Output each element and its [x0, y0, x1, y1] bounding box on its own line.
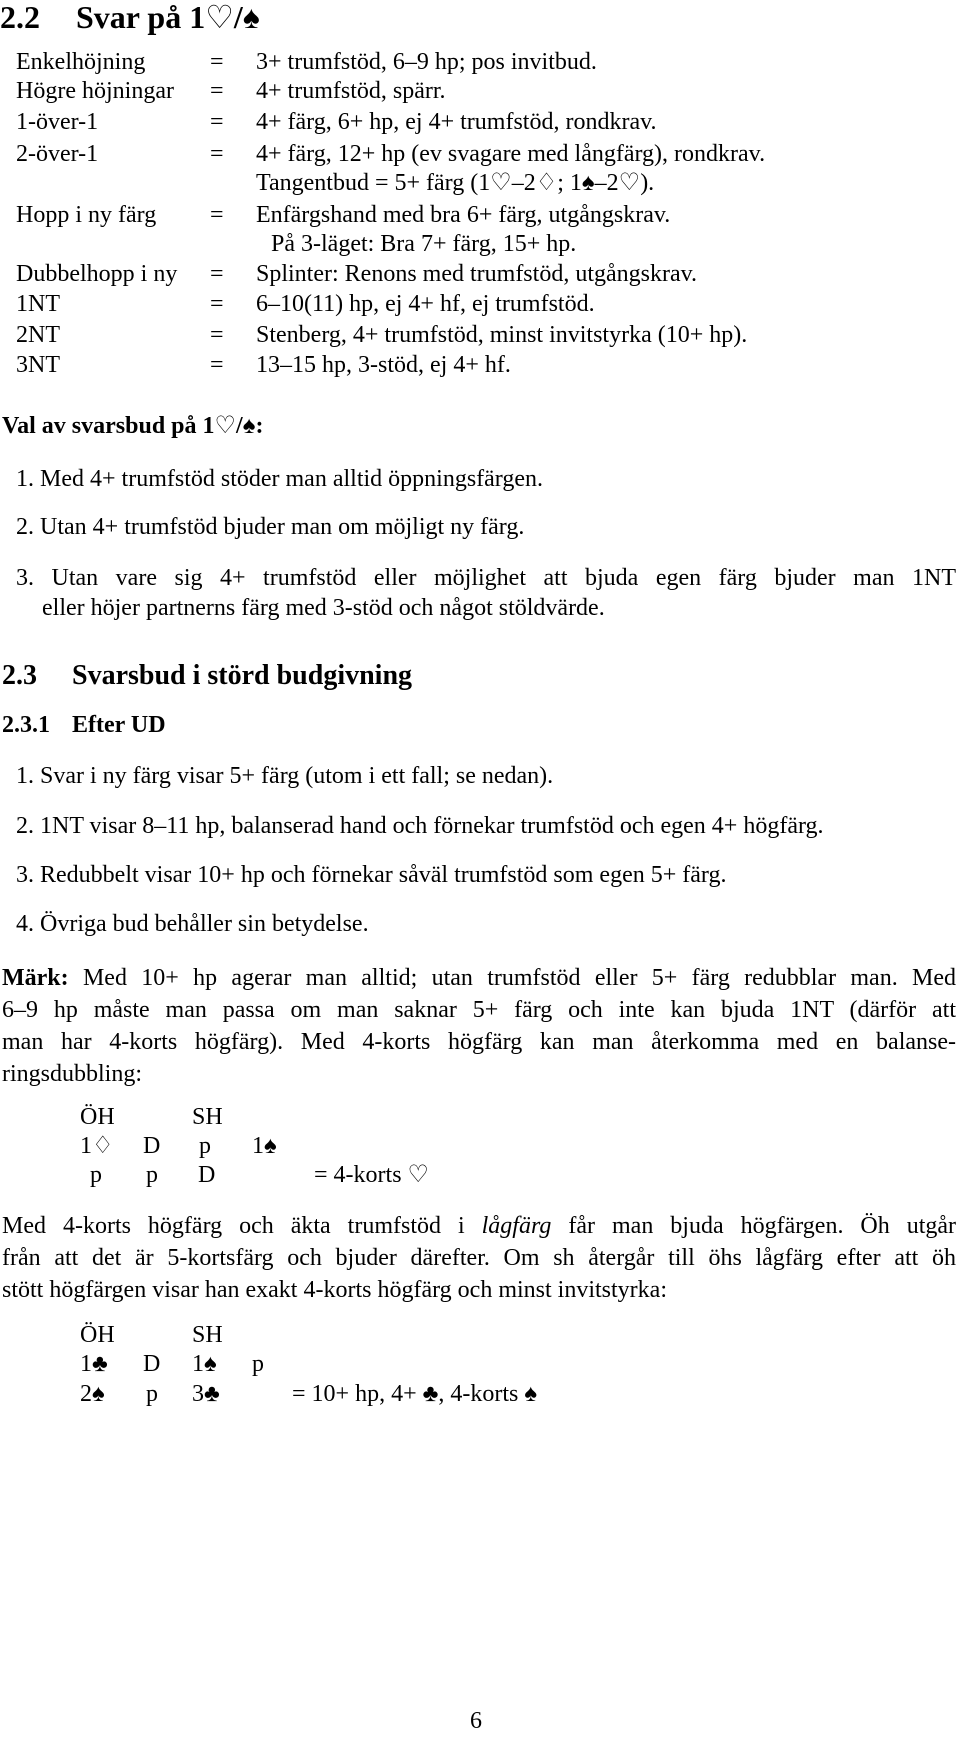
list-item-continuation: eller höjer partnerns färg med 3-stöd och något stöldvärde. — [42, 595, 605, 621]
list-item: 4. Övriga bud behåller sin betydelse. — [16, 911, 369, 937]
auction-result: = 10+ hp, 4+ ♣, 4-korts ♠ — [292, 1381, 538, 1407]
bid-equals: = — [210, 352, 224, 378]
list-item: 3. Redubbelt visar 10+ hp och förnekar såväl trumfstöd som egen 5+ färg. — [16, 862, 727, 888]
bid-name: 2NT — [16, 322, 60, 348]
bid-name: Hopp i ny färg — [16, 202, 157, 228]
bid-description: Splinter: Renons med trumfstöd, utgångskrav. — [256, 261, 698, 287]
note-line — [2, 963, 956, 993]
list-item: 3. Utan vare sig 4+ trumfstöd eller möjlighet att bjuda egen färg bjuder man 1NT — [16, 565, 956, 591]
text-run: får man bjuda högfärgen. Öh utgår — [568, 1213, 957, 1239]
bid-equals: = — [210, 291, 224, 317]
auction-call: p — [90, 1162, 102, 1188]
paragraph-line — [2, 1211, 956, 1241]
bid-equals: = — [210, 322, 224, 348]
bid-description: 3+ trumfstöd, 6–9 hp; pos invitbud. — [256, 49, 597, 75]
note-line: 6–9 hp måste man passa om man saknar 5+ färg och inte kan bjuda 1NT (därför att — [2, 997, 956, 1023]
auction-header: ÖH — [80, 1322, 115, 1348]
bid-name: Enkelhöjning — [16, 49, 146, 75]
page-number: 6 — [470, 1708, 482, 1734]
bid-description: 6–10(11) hp, ej 4+ hf, ej trumfstöd. — [256, 291, 595, 317]
bid-description: 4+ färg, 6+ hp, ej 4+ trumfstöd, rondkrav. — [256, 109, 657, 135]
auction-call: 3♣ — [192, 1381, 220, 1407]
list-item: 1. Svar i ny färg visar 5+ färg (utom i ett fall; se nedan). — [16, 763, 554, 789]
auction-header: SH — [192, 1322, 223, 1348]
bid-description: Stenberg, 4+ trumfstöd, minst invitstyrka (10+ hp). — [256, 322, 748, 348]
list-item: 2. 1NT visar 8–11 hp, balanserad hand och förnekar trumfstöd och egen 4+ högfärg. — [16, 813, 824, 839]
bid-description: 4+ trumfstöd, spärr. — [256, 78, 446, 104]
subsection-title: Efter UD — [72, 712, 166, 738]
auction-result: = 4-korts ♡ — [314, 1162, 430, 1188]
auction-header: ÖH — [80, 1104, 115, 1130]
bid-equals: = — [210, 109, 224, 135]
subheading-val-av-svarsbud: Val av svarsbud på 1♡/♠: — [2, 413, 264, 439]
subsection-heading — [2, 710, 166, 740]
list-item: 2. Utan 4+ trumfstöd bjuder man om möjligt ny färg. — [16, 514, 525, 540]
section-heading — [2, 659, 412, 693]
auction-call: 1♠ — [192, 1351, 217, 1377]
section-title: Svarsbud i störd budgivning — [72, 660, 413, 691]
bid-name: 1NT — [16, 291, 60, 317]
bid-equals: = — [210, 141, 224, 167]
bid-name: Högre höjningar — [16, 78, 174, 104]
bid-name: 2-över-1 — [16, 141, 99, 167]
auction-call: 2♠ — [80, 1381, 105, 1407]
note-text: Med 10+ hp agerar man alltid; utan trumfstöd eller 5+ färg redubblar man. Med — [82, 965, 956, 991]
emphasis-text: lågfärg — [481, 1213, 552, 1239]
auction-call: 1♢ — [80, 1133, 114, 1159]
note-label: Märk: — [2, 965, 69, 991]
bid-description: Tangentbud = 5+ färg (1♡–2♢; 1♠–2♡). — [256, 170, 655, 196]
auction-call: p — [146, 1381, 158, 1407]
bid-name: Dubbelhopp i ny — [16, 261, 178, 287]
section-heading — [0, 0, 260, 36]
bid-description: På 3-läget: Bra 7+ färg, 15+ hp. — [271, 231, 577, 257]
list-item: 1. Med 4+ trumfstöd stöder man alltid öppningsfärgen. — [16, 466, 544, 492]
auction-call: D — [198, 1162, 216, 1188]
bid-equals: = — [210, 49, 224, 75]
section-title: Svar på 1♡/♠ — [76, 0, 260, 35]
auction-call: 1♣ — [80, 1351, 108, 1377]
auction-call: D — [143, 1351, 161, 1377]
bid-equals: = — [210, 261, 224, 287]
bid-description: 4+ färg, 12+ hp (ev svagare med långfärg), rondkrav. — [256, 141, 766, 167]
paragraph-line: från att det är 5-kortsfärg och bjuder därefter. Om sh återgår till öhs lågfärg efter att öh — [2, 1245, 956, 1271]
auction-call: p — [146, 1162, 158, 1188]
section-number: 2.3 — [2, 660, 37, 691]
note-line: man har 4-korts högfärg). Med 4-korts högfärg kan man återkomma med en balanse- — [2, 1029, 956, 1055]
subsection-number: 2.3.1 — [2, 712, 50, 738]
auction-call: 1♠ — [252, 1133, 277, 1159]
note-line: ringsdubbling: — [2, 1061, 143, 1087]
section-number: 2.2 — [0, 0, 40, 35]
bid-description: 13–15 hp, 3-stöd, ej 4+ hf. — [256, 352, 511, 378]
bid-name: 3NT — [16, 352, 60, 378]
auction-call: D — [143, 1133, 161, 1159]
bid-name: 1-över-1 — [16, 109, 99, 135]
bid-description: Enfärgshand med bra 6+ färg, utgångskrav. — [256, 202, 671, 228]
auction-header: SH — [192, 1104, 223, 1130]
bid-equals: = — [210, 202, 224, 228]
bid-equals: = — [210, 78, 224, 104]
auction-call: p — [252, 1351, 264, 1377]
paragraph-line: stött högfärgen visar han exakt 4-korts högfärg och minst invitstyrka: — [2, 1277, 667, 1303]
text-run: Med 4-korts högfärg och äkta trumfstöd i — [2, 1213, 465, 1239]
auction-call: p — [199, 1133, 211, 1159]
